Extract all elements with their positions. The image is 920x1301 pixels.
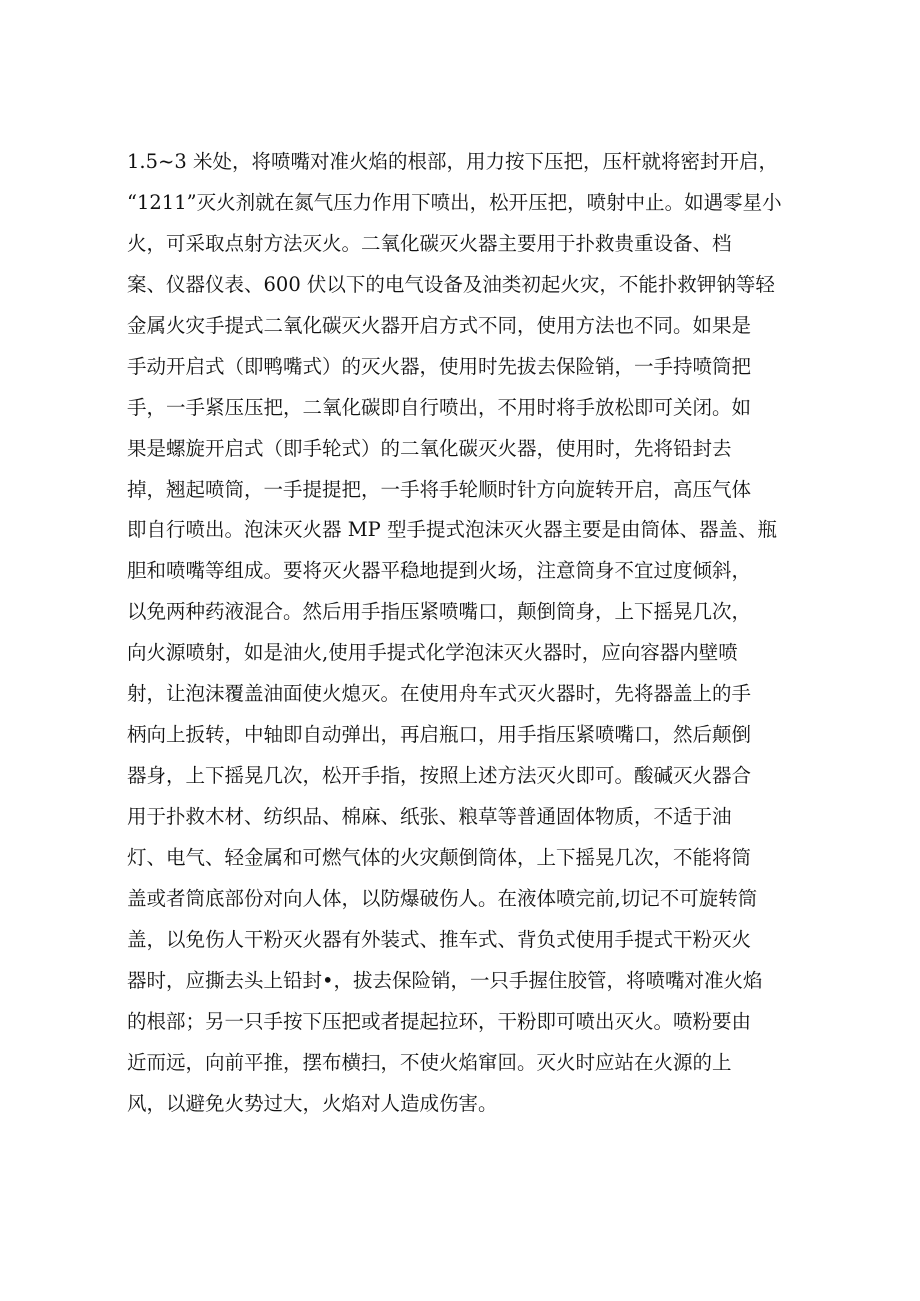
text-line: 1.5~3 米处，将喷嘴对准火焰的根部，用力按下压把，压杆就将密封开启，: [127, 150, 778, 173]
text-line: 近而远，向前平推，摆布横扫，不使火焰窜回。灭火时应站在火源的上: [127, 1050, 732, 1074]
text-line: 掉，翘起喷筒，一手提提把，一手将手轮顺时针方向旋转开启，高压气体: [127, 477, 752, 501]
text-line: 风，以避免火势过大，火焰对人造成伤害。: [127, 1091, 498, 1115]
text-line: 金属火灾手提式二氧化碳灭火器开启方式不同，使用方法也不同。如果是: [127, 313, 752, 337]
body-paragraph: [127, 142, 807, 1125]
text-line: 果是螺旋开启式（即手轮式）的二氧化碳灭火器，使用时，先将铅封去: [127, 436, 732, 460]
text-line: 手，一手紧压压把，二氧化碳即自行喷出，不用时将手放松即可关闭。如: [127, 395, 752, 419]
text-line: 即自行喷出。泡沫灭火器 MP 型手提式泡沫灭火器主要是由筒体、器盖、瓶: [127, 518, 777, 542]
text-line: 器时，应撕去头上铅封•，拔去保险销，一只手握住胶管，将喷嘴对准火焰: [127, 968, 763, 992]
text-line: 器身，上下摇晃几次，松开手指，按照上述方法灭火即可。酸碱灭火器合: [127, 764, 752, 788]
text-line: 案、仪器仪表、600 伏以下的电气设备及油类初起火灾，不能扑救钾钠等轻: [127, 272, 775, 296]
text-line: 射，让泡沫覆盖油面使火熄灭。在使用舟车式灭火器时，先将器盖上的手: [127, 682, 752, 706]
text-line: 灯、电气、轻金属和可燃气体的火灾颠倒筒体，上下摇晃几次，不能将筒: [127, 845, 752, 869]
text-line: “1211”灭火剂就在氮气压力作用下喷出，松开压把，喷射中止。如遇零星小: [127, 190, 782, 214]
text-line: 向火源喷射，如是油火,使用手提式化学泡沫灭火器时，应向容器内壁喷: [127, 641, 738, 665]
text-line: 盖或者筒底部份对向人体，以防爆破伤人。在液体喷完前,切记不可旋转筒: [127, 886, 758, 910]
text-line: 柄向上扳转，中轴即自动弹出，再启瓶口，用手指压紧喷嘴口，然后颠倒: [127, 723, 752, 747]
text-line: 盖，以免伤人干粉灭火器有外装式、推车式、背负式使用手提式干粉灭火: [127, 927, 752, 951]
text-line: 火，可采取点射方法灭火。二氧化碳灭火器主要用于扑救贵重设备、档: [127, 231, 732, 255]
text-line: 的根部；另一只手按下压把或者提起拉环，干粉即可喷出灭火。喷粉要由: [127, 1009, 752, 1033]
text-line: 手动开启式（即鸭嘴式）的灭火器，使用时先拔去保险销，一手持喷筒把: [127, 354, 752, 378]
text-line: 胆和喷嘴等组成。要将灭火器平稳地提到火场，注意筒身不宜过度倾斜，: [127, 559, 752, 583]
text-line: 用于扑救木材、纺织品、棉麻、纸张、粮草等普通固体物质，不适于油: [127, 805, 732, 828]
text-line: 以免两种药液混合。然后用手指压紧喷嘴口，颠倒筒身，上下摇晃几次，: [127, 600, 752, 624]
